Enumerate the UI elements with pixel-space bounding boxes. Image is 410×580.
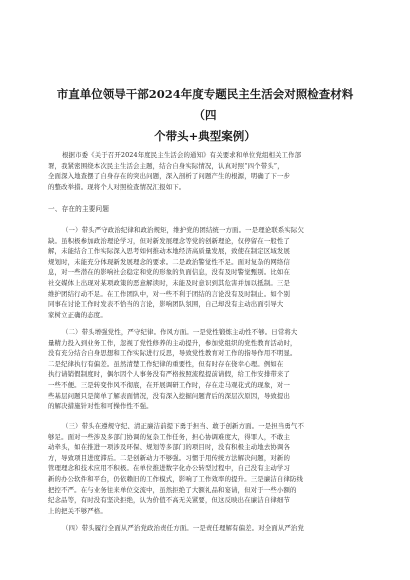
intro-paragraph <box>48 150 362 192</box>
document-title <box>48 84 362 147</box>
text-line: （三）带头在遵规守纪、清正廉洁前提下勇于担当、敢于创新方面。一是担当勇气不 <box>62 422 305 430</box>
paragraph-4 <box>48 523 362 534</box>
paragraph-1 <box>48 225 362 320</box>
text-line: 规划时，未能充分体现新发展理念的要求。二是政治警觉性不足。面对复杂的网络信 <box>48 257 291 266</box>
text-line: 的整改举措。现将个人对照检查情况汇报如下。 <box>48 182 186 191</box>
text-line: 解，未能结合工作实际深入思考如何推动本地经济高质量发展，致使在制定区域发展 <box>48 247 291 256</box>
text-line: 缺。虽积极参加政治理论学习，但对新发展理念等党的创新理论，仅停留在一般性了 <box>48 236 291 245</box>
section-heading <box>48 204 362 215</box>
text-line: 量精力投入到业务工作，忽视了党性修养的主动提升，参加党组织的党性教育活动时， <box>48 338 297 347</box>
text-line: 社交媒体上出现对某项政策的恶意解读时，未能及时意识到其危害并加以抵制。三是 <box>48 278 291 287</box>
title-line-1: 市直单位领导干部2024年度专题民主生活会对照检查材料（四 <box>56 87 354 122</box>
text-line: （二）带头增强党性，严守纪律。作风方面。一是党性锻炼主动性不够。日常将大 <box>62 328 298 336</box>
section-heading-text: 一、存在的主要问题 <box>48 205 110 213</box>
text-line: 纪念品等，有时没有坚决拒绝，认为价值不高无关紧要，但这反映出在廉洁自律细节 <box>48 496 291 505</box>
text-line: 些基层问题只是简单了解表面情况，没有深入挖掘问题背后的深层次原因，导致提出 <box>48 391 291 400</box>
text-line: 把控不严。在与业务往来单位交流中，虽然拒绝了大额礼品和宴请，但对于一些小额的 <box>48 485 297 494</box>
text-line: 管理理念和技术应用不积极。在单位推进数字化办公转型过程中，自己没有主动学习 <box>48 464 291 473</box>
text-line: 上的把关不够严格。 <box>48 506 107 515</box>
text-line: （一）带头严守政治纪律和政治规矩，维护党的团结统一方面。一是理论联系实际欠 <box>62 226 305 234</box>
text-line: 没有充分结合自身思想和工作实际进行反思，导致党性教育对工作的指导作用不明显。 <box>48 349 297 358</box>
text-line: 的解决措施针对性和可操作性不强。 <box>48 402 153 411</box>
title-line-2: 个带头+典型案例） <box>154 129 256 143</box>
text-line: 同事在讨论工作时发表不恰当的言论，影响团队氛围，自己却没有主动出面引导大 <box>48 300 284 309</box>
text-line: 全面深入地查摆了自身存在的突出问题，深入剖析了问题产生的根源，明确了下一步 <box>48 172 291 181</box>
text-line: 息，对一些潜在的影响社会稳定和党的形象的负面信息，没有及时警觉甄别。比如在 <box>48 268 291 277</box>
text-line: 维护团结行动不足。在工作团队中，对一些不利于团结的言论没有及时制止。如个别 <box>48 289 291 298</box>
text-line: 署，我紧密围绕本次民主生活会主题，结合自身实际情况，认真对照“四个带头”， <box>48 161 284 170</box>
paragraph-3 <box>48 421 362 516</box>
text-line: 新的办公软件和平台，仍依赖旧的工作模式，影响了工作效率的提升。三是廉洁自律防线 <box>48 474 304 483</box>
text-line: 执行请销假制度时，偶尔因个人事务没有严格按照流程提前请假，给工作安排带来了 <box>48 370 291 379</box>
text-line: 二是纪律执行有偏差。虽然清楚工作纪律的重要性，但有时存在侥幸心理。例如在 <box>48 359 284 368</box>
text-line: 根据市委《关于召开2024年度民主生活会的通知》有关要求和单位党组相关工作部 <box>62 151 302 159</box>
text-line: 家树立正确的态度。 <box>48 310 107 319</box>
text-line: 够足。面对一些涉及多部门协调的复杂工作任务，担心协调难度大，得罪人，不敢主 <box>48 432 291 441</box>
paragraph-2 <box>48 327 362 412</box>
text-line: 一些不便。三是转变作风不彻底，在开展调研工作时，存在走马观花式的现象，对一 <box>48 380 291 389</box>
text-line: 方，导致项目进度滞后。二是创新动力不够强。习惯于用传统方法解决问题，对新的 <box>48 453 291 462</box>
text-line: 动牵头，如在推进一项涉及环保、规划等多部门的项目时，没有积极主动地去协调各 <box>48 443 291 452</box>
text-line: （四）带头履行全面从严治党政治责任方面。一是责任理解有偏差。对全面从严治党 <box>62 524 305 532</box>
